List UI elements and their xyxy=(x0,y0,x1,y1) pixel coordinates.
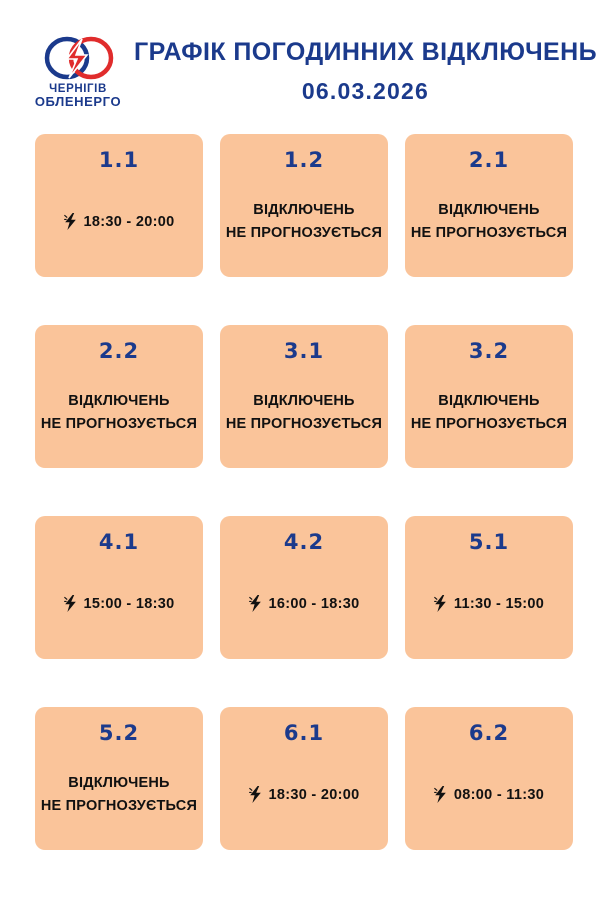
outage-time: 08:00 - 11:30 xyxy=(453,786,545,803)
outage-slot xyxy=(249,595,360,612)
queue-card xyxy=(220,516,388,659)
lightning-bolt-icon xyxy=(64,595,77,612)
queue-id: 5.1 xyxy=(468,530,510,554)
company-logo-text xyxy=(35,83,121,109)
queue-card xyxy=(220,325,388,468)
no-outage-line-1: ВІДКЛЮЧЕНЬ xyxy=(68,775,170,792)
queue-card xyxy=(35,707,203,850)
queue-card xyxy=(405,134,573,277)
outage-slot xyxy=(64,595,175,612)
no-outage-line-1: ВІДКЛЮЧЕНЬ xyxy=(438,202,540,219)
queue-card xyxy=(35,325,203,468)
queue-id: 5.2 xyxy=(98,721,140,745)
queue-id: 4.2 xyxy=(283,530,325,554)
queue-card xyxy=(220,707,388,850)
no-outage-line-1: ВІДКЛЮЧЕНЬ xyxy=(253,393,355,410)
logo-line-1: ЧЕРНІГІВ xyxy=(49,83,107,96)
no-outage-message xyxy=(411,390,567,435)
no-outage-line-2: НЕ ПРОГНОЗУЄТЬСЯ xyxy=(225,224,383,241)
queue-grid xyxy=(0,134,608,850)
queue-card xyxy=(35,516,203,659)
chernihiv-oblenergo-logo-icon xyxy=(41,35,115,81)
no-outage-line-2: НЕ ПРОГНОЗУЄТЬСЯ xyxy=(410,415,568,432)
queue-id: 1.1 xyxy=(98,148,140,172)
outage-time: 18:30 - 20:00 xyxy=(268,786,360,803)
outage-slot xyxy=(64,213,175,230)
queue-card xyxy=(220,134,388,277)
queue-card xyxy=(405,516,573,659)
no-outage-line-2: НЕ ПРОГНОЗУЄТЬСЯ xyxy=(410,224,568,241)
no-outage-line-1: ВІДКЛЮЧЕНЬ xyxy=(253,202,355,219)
schedule-date: 06.03.2026 xyxy=(301,78,430,105)
queue-card-body xyxy=(35,745,203,850)
queue-id: 4.1 xyxy=(98,530,140,554)
lightning-bolt-icon xyxy=(64,213,77,230)
queue-id: 6.2 xyxy=(468,721,510,745)
queue-card-body xyxy=(35,363,203,468)
no-outage-line-2: НЕ ПРОГНОЗУЄТЬСЯ xyxy=(40,797,198,814)
header xyxy=(0,0,608,128)
queue-card-body xyxy=(35,172,203,277)
title-block xyxy=(130,39,597,106)
lightning-bolt-icon xyxy=(249,595,262,612)
no-outage-message xyxy=(41,772,197,817)
lightning-bolt-icon xyxy=(434,786,447,803)
outage-slot xyxy=(434,786,544,803)
outage-slot xyxy=(249,786,360,803)
no-outage-message xyxy=(411,199,567,244)
queue-card-body xyxy=(35,554,203,659)
outage-time: 11:30 - 15:00 xyxy=(453,595,545,612)
lightning-bolt-icon xyxy=(434,595,447,612)
queue-card-body xyxy=(220,172,388,277)
queue-id: 2.2 xyxy=(98,339,140,363)
queue-id: 2.1 xyxy=(468,148,510,172)
page-title: ГРАФІК ПОГОДИННИХ ВІДКЛЮЧЕНЬ xyxy=(134,37,597,66)
queue-card xyxy=(35,134,203,277)
queue-card-body xyxy=(405,363,573,468)
queue-id: 3.2 xyxy=(468,339,510,363)
no-outage-line-2: НЕ ПРОГНОЗУЄТЬСЯ xyxy=(225,415,383,432)
queue-id: 1.2 xyxy=(283,148,325,172)
no-outage-line-1: ВІДКЛЮЧЕНЬ xyxy=(438,393,540,410)
lightning-bolt-icon xyxy=(249,786,262,803)
queue-card-body xyxy=(220,554,388,659)
outage-time: 15:00 - 18:30 xyxy=(83,595,175,612)
queue-card-body xyxy=(405,745,573,850)
no-outage-message xyxy=(226,199,382,244)
no-outage-message xyxy=(226,390,382,435)
queue-id: 3.1 xyxy=(283,339,325,363)
queue-card xyxy=(405,707,573,850)
company-logo xyxy=(26,35,130,109)
queue-card-body xyxy=(220,745,388,850)
queue-card xyxy=(405,325,573,468)
outage-time: 18:30 - 20:00 xyxy=(83,213,175,230)
no-outage-line-1: ВІДКЛЮЧЕНЬ xyxy=(68,393,170,410)
queue-card-body xyxy=(220,363,388,468)
queue-card-body xyxy=(405,554,573,659)
outage-slot xyxy=(434,595,544,612)
queue-card-body xyxy=(405,172,573,277)
queue-id: 6.1 xyxy=(283,721,325,745)
no-outage-message xyxy=(41,390,197,435)
logo-line-2: ОБЛЕНЕРГО xyxy=(34,94,122,110)
outage-time: 16:00 - 18:30 xyxy=(268,595,360,612)
no-outage-line-2: НЕ ПРОГНОЗУЄТЬСЯ xyxy=(40,415,198,432)
